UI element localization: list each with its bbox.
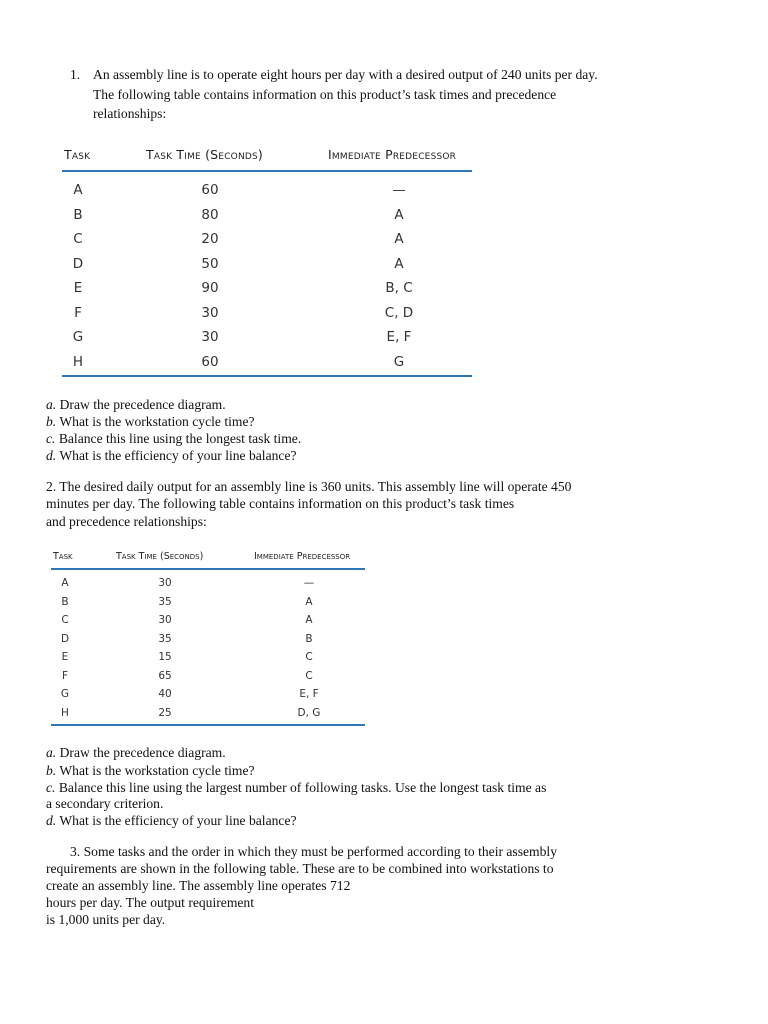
table2-header-time: Task Time (Seconds) <box>116 551 204 562</box>
table2-cell-pred: C <box>305 669 313 682</box>
problem2-question-a: a. Draw the precedence diagram. <box>46 745 226 760</box>
table1-cell-task: E <box>73 280 83 296</box>
table2-cell-pred: B <box>305 632 313 645</box>
table1-cell-pred: C, D <box>384 304 414 321</box>
problem1-question-d: d. What is the efficiency of your line balance? <box>46 448 297 463</box>
table2-cell-time: 30 <box>158 614 172 626</box>
problem1-text-line1: An assembly line is to operate eight hours per day with a desired output of 240 units per day. <box>93 67 598 82</box>
table2-cell-time: 40 <box>158 688 172 700</box>
problem1-text-line2: The following table contains information on this product’s task times and precedence <box>93 87 557 102</box>
table2-top-rule <box>51 568 365 570</box>
table1-header-task: Task <box>64 147 91 162</box>
table1-cell-task: B <box>73 206 83 223</box>
table1-cell-task: D <box>72 255 84 272</box>
table2-cell-task: E <box>61 651 69 663</box>
table1-cell-time: 90 <box>201 280 219 296</box>
table1-cell-pred: B, C <box>385 280 413 296</box>
table2-cell-pred: E, F <box>299 688 319 700</box>
table2-cell-time: 35 <box>158 632 172 645</box>
table1-cell-task: G <box>72 329 84 345</box>
table2-header-task: Task <box>53 551 73 562</box>
problem3-line4: hours per day. The output requirement <box>46 895 255 910</box>
problem1-question-a: a. Draw the precedence diagram. <box>46 397 226 412</box>
table2-cell-task: D <box>60 632 70 645</box>
problem1-text-line3: relationships: <box>93 106 167 121</box>
table1-header-time: Task Time (Seconds) <box>146 147 264 162</box>
table2-header-predecessor: Immediate Predecessor <box>254 551 351 562</box>
table1-cell-pred: E, F <box>386 329 412 345</box>
table2-cell-pred: C <box>305 651 313 663</box>
table1-cell-time: 30 <box>201 304 219 321</box>
problem1-number: 1. <box>70 67 81 82</box>
table1-cell-time: 60 <box>201 182 219 198</box>
table1-cell-task: A <box>73 182 83 198</box>
problem3-line1: 3. Some tasks and the order in which they must be performed according to their assembly <box>70 844 557 859</box>
table2-cell-time: 35 <box>158 595 172 608</box>
problem2-question-c: c. Balance this line using the largest number of following tasks. Use the longest task time as <box>46 780 547 795</box>
problem2-text-line2: minutes per day. The following table contains information on this product’s task times <box>46 496 515 511</box>
table2-cell-task: F <box>61 669 69 682</box>
problem1-question-c: c. Balance this line using the longest task time. <box>46 431 302 446</box>
problem3-line3: create an assembly line. The assembly line operates 712 <box>46 878 351 893</box>
table2-cell-task: G <box>60 688 70 700</box>
table1-cell-time: 60 <box>201 353 219 370</box>
table1-cell-task: F <box>74 304 82 321</box>
table2-cell-time: 25 <box>158 706 172 719</box>
problem2-question-b: b. What is the workstation cycle time? <box>46 763 255 778</box>
table1-cell-pred: A <box>394 206 404 223</box>
problem3-line2: requirements are shown in the following table. These are to be combined into workstations to <box>46 861 554 876</box>
table2-cell-task: H <box>61 706 69 719</box>
table2-cell-task: C <box>61 614 69 626</box>
table1-cell-pred: A <box>394 231 404 247</box>
table2-cell-pred: D, G <box>297 706 321 719</box>
table1-cell-time: 30 <box>201 329 219 345</box>
table2-cell-time: 30 <box>158 577 172 589</box>
problem1-question-b: b. What is the workstation cycle time? <box>46 414 255 429</box>
problem2-text-line1: 2. The desired daily output for an assembly line is 360 units. This assembly line will operate 450 <box>46 479 572 494</box>
problem2-text-line3: and precedence relationships: <box>46 514 207 529</box>
table1-cell-time: 20 <box>201 231 219 247</box>
problem3-line5: is 1,000 units per day. <box>46 912 166 927</box>
table2-cell-pred: A <box>305 614 313 626</box>
table2-cell-time: 15 <box>158 651 172 663</box>
table2-bottom-rule <box>51 724 365 726</box>
problem2-question-d: d. What is the efficiency of your line balance? <box>46 813 297 828</box>
table1-cell-task: C <box>73 231 83 247</box>
table1-cell-pred: G <box>393 353 405 370</box>
table2-cell-task: A <box>61 577 69 589</box>
table1-cell-time: 50 <box>201 255 219 272</box>
table2-cell-task: B <box>61 595 69 608</box>
table1-cell-task: H <box>72 353 84 370</box>
table2-cell-time: 65 <box>158 669 172 682</box>
table1-cell-pred: A <box>394 255 404 272</box>
table1-header-predecessor: Immediate Predecessor <box>328 147 457 162</box>
table1-cell-time: 80 <box>201 206 219 223</box>
table2-cell-pred: — <box>303 577 315 589</box>
table2-cell-pred: A <box>305 595 313 608</box>
table1-bottom-rule <box>62 375 472 377</box>
problem2-question-c-cont: a secondary criterion. <box>46 796 164 811</box>
table1-cell-pred: — <box>392 182 406 198</box>
table1-top-rule <box>62 170 472 172</box>
